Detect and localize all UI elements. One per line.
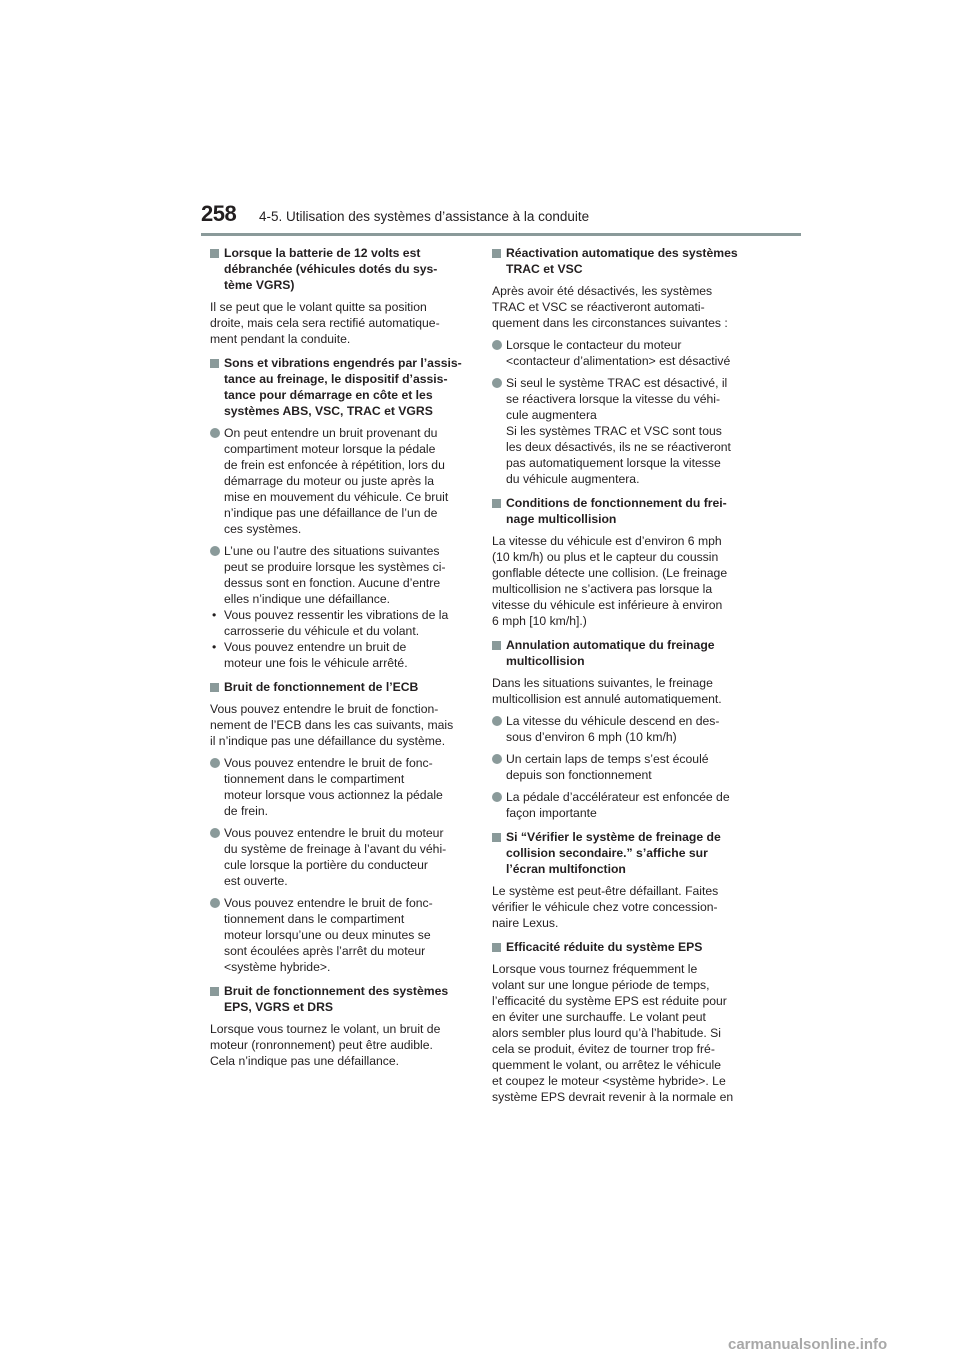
text-line: de frein. xyxy=(224,804,269,818)
text-line: n’indique pas une défaillance de l’un de xyxy=(224,506,438,520)
bullet-dot-icon xyxy=(210,828,220,838)
square-marker-icon xyxy=(492,249,501,258)
text-line: pas automatiquement lorsque la vitesse xyxy=(506,456,721,470)
text-line: compartiment moteur lorsque la pédale xyxy=(224,442,436,456)
text-line: l’écran multifonction xyxy=(506,862,626,876)
paragraph-multicollision-cancel xyxy=(492,675,750,707)
header-rule xyxy=(201,233,801,236)
bullet-ecb-pedal xyxy=(210,755,468,819)
text-line: moteur (ronronnement) peut être audible. xyxy=(210,1038,433,1052)
paragraph-multicollision-conditions xyxy=(492,533,750,629)
text-line: nement de l’ECB dans les cas suivants, mais xyxy=(210,718,454,732)
text-block xyxy=(224,245,468,293)
paragraph-trac-vsc-reactivation xyxy=(492,283,750,331)
right-column xyxy=(492,243,750,1105)
text-line: façon importante xyxy=(506,806,597,820)
sub-marker: • xyxy=(212,608,217,622)
text-line: La vitesse du véhicule descend en des- xyxy=(506,714,720,728)
text-line: gonflable détecte une collision. (Le freinage xyxy=(492,566,728,580)
bullet-dot-icon xyxy=(492,754,502,764)
text-line: sous d’environ 6 mph (10 km/h) xyxy=(506,730,677,744)
text-line: l’efficacité du système EPS est réduite pour xyxy=(492,994,727,1008)
text-line: quement dans les circonstances suivantes : xyxy=(492,316,728,330)
text-line: Vous pouvez entendre le bruit de fonc- xyxy=(224,896,433,910)
text-line: ces systèmes. xyxy=(224,522,302,536)
text-line: multicollision ne s’activera pas lorsque la xyxy=(492,582,713,596)
text-line: moteur lorsque vous actionnez la pédale xyxy=(224,788,443,802)
square-marker-icon xyxy=(492,499,501,508)
section-title: 4-5. Utilisation des systèmes d’assistance à la conduite xyxy=(259,209,590,224)
text-block xyxy=(506,637,750,669)
text-line: Si les systèmes TRAC et VSC sont tous xyxy=(506,424,722,438)
text-line: Dans les situations suivantes, le freinage xyxy=(492,676,713,690)
bullet-situations xyxy=(210,543,468,607)
text-line: <contacteur d’alimentation> est désactivé xyxy=(506,354,731,368)
square-marker-icon xyxy=(492,641,501,650)
text-line: nage multicollision xyxy=(506,512,617,526)
text-line: Lorsque vous tournez le volant, un bruit de xyxy=(210,1022,441,1036)
text-line: tance pour démarrage en côte et les xyxy=(224,388,433,402)
text-line: collision secondaire.” s’affiche sur xyxy=(506,846,708,860)
bullet-dot-icon xyxy=(492,340,502,350)
text-line: elles n’indique une défaillance. xyxy=(224,592,391,606)
text-line: L’une ou l’autre des situations suivantes xyxy=(224,544,440,558)
text-line: de frein est enfoncée à répétition, lors du xyxy=(224,458,445,472)
text-line: les deux désactivés, ils ne se réactiveront xyxy=(506,440,731,454)
text-line: et coupez le moteur <système hybride>. Le xyxy=(492,1074,726,1088)
text-block xyxy=(224,543,468,607)
text-line: cule augmentera xyxy=(506,408,597,422)
bullet-accelerator xyxy=(492,789,750,821)
text-line: La vitesse du véhicule est d’environ 6 mph xyxy=(492,534,722,548)
paragraph-secondary-collision-message xyxy=(492,883,750,931)
text-line: ment pendant la conduite. xyxy=(210,332,351,346)
text-line: Vous pouvez entendre un bruit de xyxy=(224,640,407,654)
heading-eps-vgrs-drs xyxy=(210,983,468,1015)
text-line: système EPS devrait revenir à la normale en xyxy=(492,1090,734,1104)
text-line: mise en mouvement du véhicule. Ce bruit xyxy=(224,490,449,504)
text-line: Conditions de fonctionnement du frei- xyxy=(506,496,727,510)
text-line: dessus sont en fonction. Aucune d’entre xyxy=(224,576,441,590)
square-marker-icon xyxy=(210,987,219,996)
text-block xyxy=(506,751,750,783)
text-line: du système de freinage à l’avant du véhi- xyxy=(224,842,447,856)
text-block xyxy=(506,245,750,277)
bullet-dot-icon xyxy=(210,546,220,556)
text-line: volant sur une longue période de temps, xyxy=(492,978,710,992)
text-line: Le système est peut-être défaillant. Faites xyxy=(492,884,719,898)
text-line: Bruit de fonctionnement de l’ECB xyxy=(224,680,419,694)
text-block xyxy=(506,789,750,821)
text-line: Si “Vérifier le système de freinage de xyxy=(506,830,721,844)
text-line: depuis son fonctionnement xyxy=(506,768,652,782)
bullet-ecb-stop xyxy=(210,895,468,975)
text-line: en éviter une surchauffe. Le volant peut xyxy=(492,1010,706,1024)
paragraph-battery xyxy=(210,299,468,347)
text-line: est ouverte. xyxy=(224,874,288,888)
text-line: Bruit de fonctionnement des systèmes xyxy=(224,984,449,998)
text-block xyxy=(224,607,468,639)
text-line: Cela n’indique pas une défaillance. xyxy=(210,1054,400,1068)
text-line: Vous pouvez ressentir les vibrations de la xyxy=(224,608,449,622)
text-line: <système hybride>. xyxy=(224,960,331,974)
bullet-dot-icon xyxy=(492,716,502,726)
text-line: tème VGRS) xyxy=(224,278,295,292)
text-line: Efficacité réduite du système EPS xyxy=(506,940,703,954)
sub-item-motor-noise xyxy=(210,639,468,671)
text-line: tionnement dans le compartiment xyxy=(224,772,405,786)
text-line: Lorsque la batterie de 12 volts est xyxy=(224,246,421,260)
text-block xyxy=(224,425,468,537)
bullet-dot-icon xyxy=(492,378,502,388)
text-block xyxy=(506,829,750,877)
text-line: cule lorsque la portière du conducteur xyxy=(224,858,428,872)
text-line: systèmes ABS, VSC, TRAC et VGRS xyxy=(224,404,433,418)
text-line: il n’indique pas une défaillance du système. xyxy=(210,734,446,748)
text-line: Vous pouvez entendre le bruit de fonc- xyxy=(224,756,433,770)
heading-trac-vsc-reactivation xyxy=(492,245,750,277)
text-block xyxy=(224,825,468,889)
bullet-engine-noise xyxy=(210,425,468,537)
square-marker-icon xyxy=(210,359,219,368)
bullet-dot-icon xyxy=(210,758,220,768)
text-line: Lorsque vous tournez fréquemment le xyxy=(492,962,698,976)
text-line: TRAC et VSC xyxy=(506,262,583,276)
text-line: du véhicule augmentera. xyxy=(506,472,640,486)
paragraph-ecb xyxy=(210,701,468,749)
text-line: On peut entendre un bruit provenant du xyxy=(224,426,438,440)
text-line: Annulation automatique du freinage xyxy=(506,638,715,652)
text-line: Lorsque le contacteur du moteur xyxy=(506,338,682,352)
text-line: alors sembler plus lourd qu’à l’habitude. Si xyxy=(492,1026,721,1040)
heading-sounds-vibrations xyxy=(210,355,468,419)
bullet-dot-icon xyxy=(210,898,220,908)
square-marker-icon xyxy=(492,833,501,842)
text-line: sont écoulées après l’arrêt du moteur xyxy=(224,944,426,958)
text-line: 6 mph [10 km/h].) xyxy=(492,614,587,628)
heading-battery xyxy=(210,245,468,293)
text-line: Il se peut que le volant quitte sa position xyxy=(210,300,427,314)
square-marker-icon xyxy=(492,943,501,952)
text-line: se réactivera lorsque la vitesse du véhi- xyxy=(506,392,721,406)
text-block xyxy=(224,895,468,975)
bullet-time-elapsed xyxy=(492,751,750,783)
watermark: carmanualsonline.info xyxy=(728,1336,888,1353)
text-block xyxy=(224,355,468,419)
text-line: cela se produit, évitez de tourner trop fré- xyxy=(492,1042,715,1056)
text-line: multicollision xyxy=(506,654,585,668)
page-number: 258 xyxy=(201,201,237,226)
text-block xyxy=(506,375,750,487)
bullet-speed-drop xyxy=(492,713,750,745)
text-line: Vous pouvez entendre le bruit de fonction- xyxy=(210,702,439,716)
text-block xyxy=(224,679,468,695)
text-line: Après avoir été désactivés, les systèmes xyxy=(492,284,713,298)
heading-eps-reduced xyxy=(492,939,750,955)
text-line: La pédale d’accélérateur est enfoncée de xyxy=(506,790,730,804)
bullet-dot-icon xyxy=(492,792,502,802)
text-line: tance au freinage, le dispositif d’assis- xyxy=(224,372,448,386)
sub-item-vibrations xyxy=(210,607,468,639)
text-block xyxy=(506,713,750,745)
text-line: Vous pouvez entendre le bruit du moteur xyxy=(224,826,444,840)
text-line: carrosserie du véhicule et du volant. xyxy=(224,624,420,638)
paragraph-eps-vgrs-drs xyxy=(210,1021,468,1069)
text-line: démarrage du moteur ou juste après la xyxy=(224,474,435,488)
text-block xyxy=(506,337,750,369)
text-line: quemment le volant, ou arrêtez le véhicule xyxy=(492,1058,721,1072)
square-marker-icon xyxy=(210,683,219,692)
left-column xyxy=(210,243,468,1069)
text-block xyxy=(506,495,750,527)
heading-secondary-collision-message xyxy=(492,829,750,877)
text-line: moteur une fois le véhicule arrêté. xyxy=(224,656,408,670)
bullet-dot-icon xyxy=(210,428,220,438)
text-line: Réactivation automatique des systèmes xyxy=(506,246,738,260)
text-line: Sons et vibrations engendrés par l’assis- xyxy=(224,356,462,370)
text-line: vérifier le véhicule chez votre concession- xyxy=(492,900,718,914)
square-marker-icon xyxy=(210,249,219,258)
text-line: naire Lexus. xyxy=(492,916,559,930)
text-block xyxy=(224,983,468,1015)
sub-marker: • xyxy=(212,640,217,654)
heading-multicollision-conditions xyxy=(492,495,750,527)
text-block xyxy=(224,639,468,671)
text-line: moteur lorsqu’une ou deux minutes se xyxy=(224,928,431,942)
text-line: TRAC et VSC se réactiveront automati- xyxy=(492,300,705,314)
heading-ecb xyxy=(210,679,468,695)
text-block xyxy=(224,755,468,819)
text-line: (10 km/h) ou plus et le capteur du coussin xyxy=(492,550,719,564)
bullet-ecb-door xyxy=(210,825,468,889)
text-line: peut se produire lorsque les systèmes ci- xyxy=(224,560,446,574)
text-line: débranchée (véhicules dotés du sys- xyxy=(224,262,438,276)
text-line: droite, mais cela sera rectifié automatique- xyxy=(210,316,440,330)
text-line: vitesse du véhicule est inférieure à environ xyxy=(492,598,723,612)
text-line: EPS, VGRS et DRS xyxy=(224,1000,334,1014)
heading-multicollision-cancel xyxy=(492,637,750,669)
text-line: Un certain laps de temps s’est écoulé xyxy=(506,752,709,766)
text-line: multicollision est annulé automatiquement. xyxy=(492,692,722,706)
text-line: tionnement dans le compartiment xyxy=(224,912,405,926)
text-line: Si seul le système TRAC est désactivé, il xyxy=(506,376,728,390)
page-header xyxy=(201,201,801,235)
paragraph-eps-reduced xyxy=(492,961,750,1105)
bullet-switch-off xyxy=(492,337,750,369)
text-block xyxy=(506,939,750,955)
bullet-trac-only xyxy=(492,375,750,487)
